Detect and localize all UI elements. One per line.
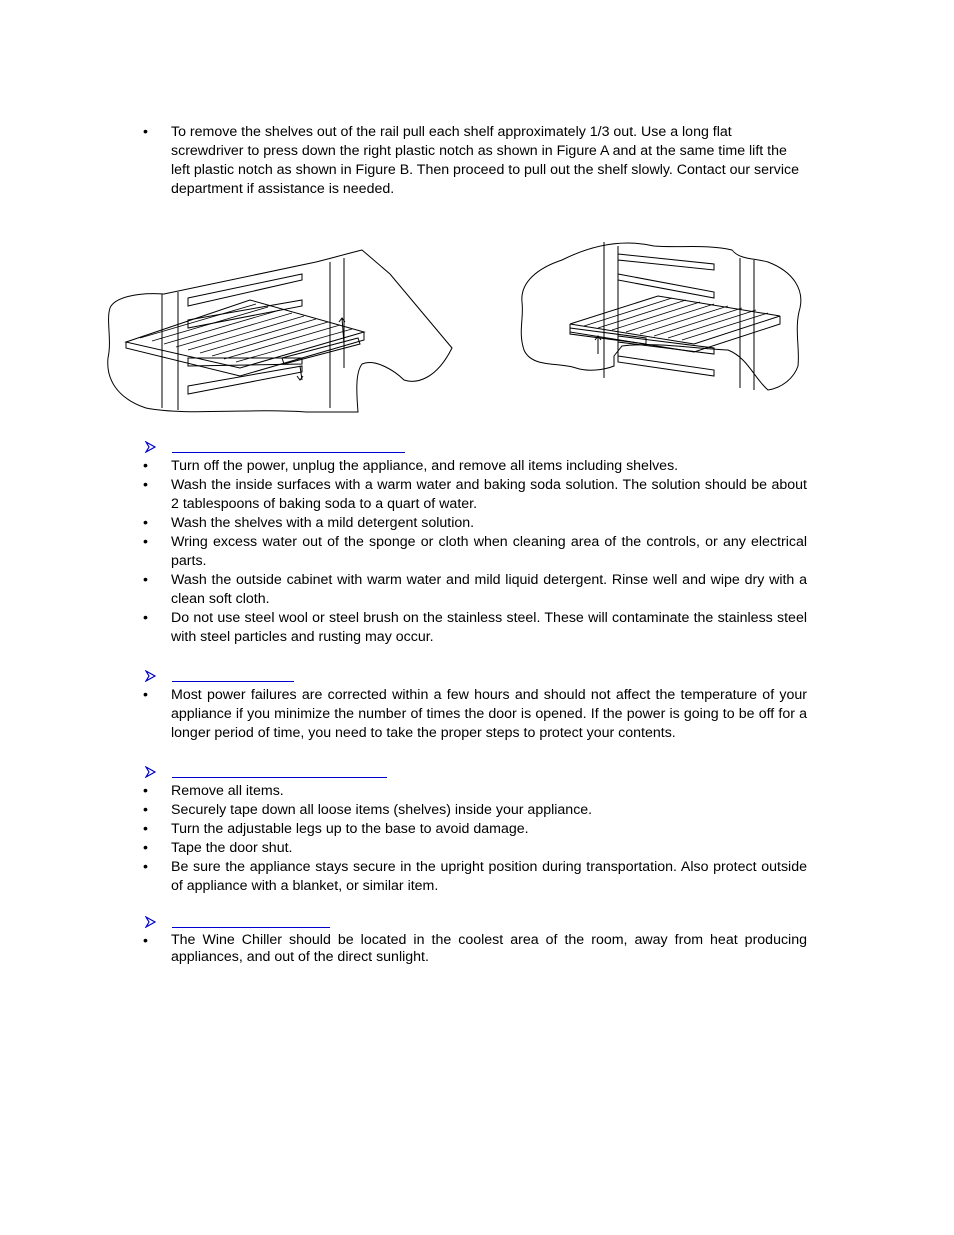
list-item-text: The Wine Chiller should be located in the coolest area of the room, away from heat producing appliances, and out of the direct sunlight. bbox=[171, 932, 807, 965]
list-item bbox=[0, 476, 954, 514]
heading-underline bbox=[172, 681, 294, 682]
shelf-removal-figure-a-icon bbox=[106, 248, 458, 413]
list-item-text: Wash the outside cabinet with warm water and mild liquid detergent. Rinse well and wipe dry with a clean soft cloth. bbox=[171, 572, 807, 607]
energy-list bbox=[0, 932, 954, 966]
arrow-bullet-icon bbox=[145, 441, 156, 453]
bullet: • bbox=[143, 610, 148, 626]
cleaning-list bbox=[0, 457, 954, 647]
list-item-text: Turn off the power, unplug the appliance, and remove all items including shelves. bbox=[171, 458, 679, 474]
list-item bbox=[0, 782, 954, 801]
bullet: • bbox=[143, 458, 148, 474]
bullet: • bbox=[143, 477, 148, 493]
list-item-text: Wash the inside surfaces with a warm water and baking soda solution. The solution should be about 2 tablespoons of baking soda to a quart of water. bbox=[171, 477, 807, 512]
intro-list bbox=[0, 123, 954, 199]
list-item bbox=[0, 686, 954, 743]
heading-underline bbox=[172, 452, 405, 453]
list-item bbox=[0, 123, 954, 199]
list-item-text: Most power failures are corrected within a few hours and should not affect the temperature of your appliance if you minimize the number of times the door is opened. If the power is going to be off for a longer period of time, you need to take the proper steps to protect your contents. bbox=[171, 687, 807, 741]
list-item-text: Do not use steel wool or steel brush on the stainless steel. These will contaminate the stainless steel with steel particles and rusting may occur. bbox=[171, 610, 807, 645]
bullet: • bbox=[143, 124, 148, 140]
list-item bbox=[0, 932, 954, 966]
bullet: • bbox=[143, 859, 148, 875]
list-item bbox=[0, 839, 954, 858]
list-item-text: Securely tape down all loose items (shelves) inside your appliance. bbox=[171, 802, 593, 818]
heading-underline bbox=[172, 927, 330, 928]
list-item bbox=[0, 801, 954, 820]
arrow-bullet-icon bbox=[145, 670, 156, 682]
list-item bbox=[0, 457, 954, 476]
bullet: • bbox=[143, 802, 148, 818]
list-item bbox=[0, 858, 954, 896]
list-item-text: Be sure the appliance stays secure in the upright position during transportation. Also protect outside of appliance with a blanket, or similar item. bbox=[171, 859, 807, 894]
bullet: • bbox=[143, 515, 148, 531]
arrow-bullet-icon bbox=[145, 766, 156, 778]
list-item-text: Wash the shelves with a mild detergent solution. bbox=[171, 515, 475, 531]
intro-text: To remove the shelves out of the rail pull each shelf approximately 1/3 out. Use a long flat screwdriver to press down the right plastic notch as shown in Figure A and at the same time lift the left plastic notch as shown in Figure B. Then proceed to pull out the shelf slowly. Contact our service department if assistance is needed. bbox=[171, 124, 799, 197]
list-item-text: Turn the adjustable legs up to the base to avoid damage. bbox=[171, 821, 529, 837]
bullet: • bbox=[143, 783, 148, 799]
list-item bbox=[0, 820, 954, 839]
shelf-removal-figure-b-icon bbox=[518, 238, 806, 394]
list-item bbox=[0, 571, 954, 609]
arrow-bullet-icon bbox=[145, 916, 156, 928]
bullet: • bbox=[143, 840, 148, 856]
list-item bbox=[0, 533, 954, 571]
bullet: • bbox=[143, 821, 148, 837]
list-item bbox=[0, 514, 954, 533]
list-item bbox=[0, 609, 954, 647]
bullet: • bbox=[143, 534, 148, 550]
moving-list bbox=[0, 782, 954, 896]
list-item-text: Wring excess water out of the sponge or cloth when cleaning area of the controls, or any electrical parts. bbox=[171, 534, 807, 569]
list-item-text: Tape the door shut. bbox=[171, 840, 293, 856]
list-item-text: Remove all items. bbox=[171, 783, 284, 799]
bullet: • bbox=[143, 572, 148, 588]
bullet: • bbox=[143, 687, 148, 703]
power-failure-list bbox=[0, 686, 954, 743]
bullet: • bbox=[143, 933, 148, 949]
heading-underline bbox=[172, 777, 387, 778]
